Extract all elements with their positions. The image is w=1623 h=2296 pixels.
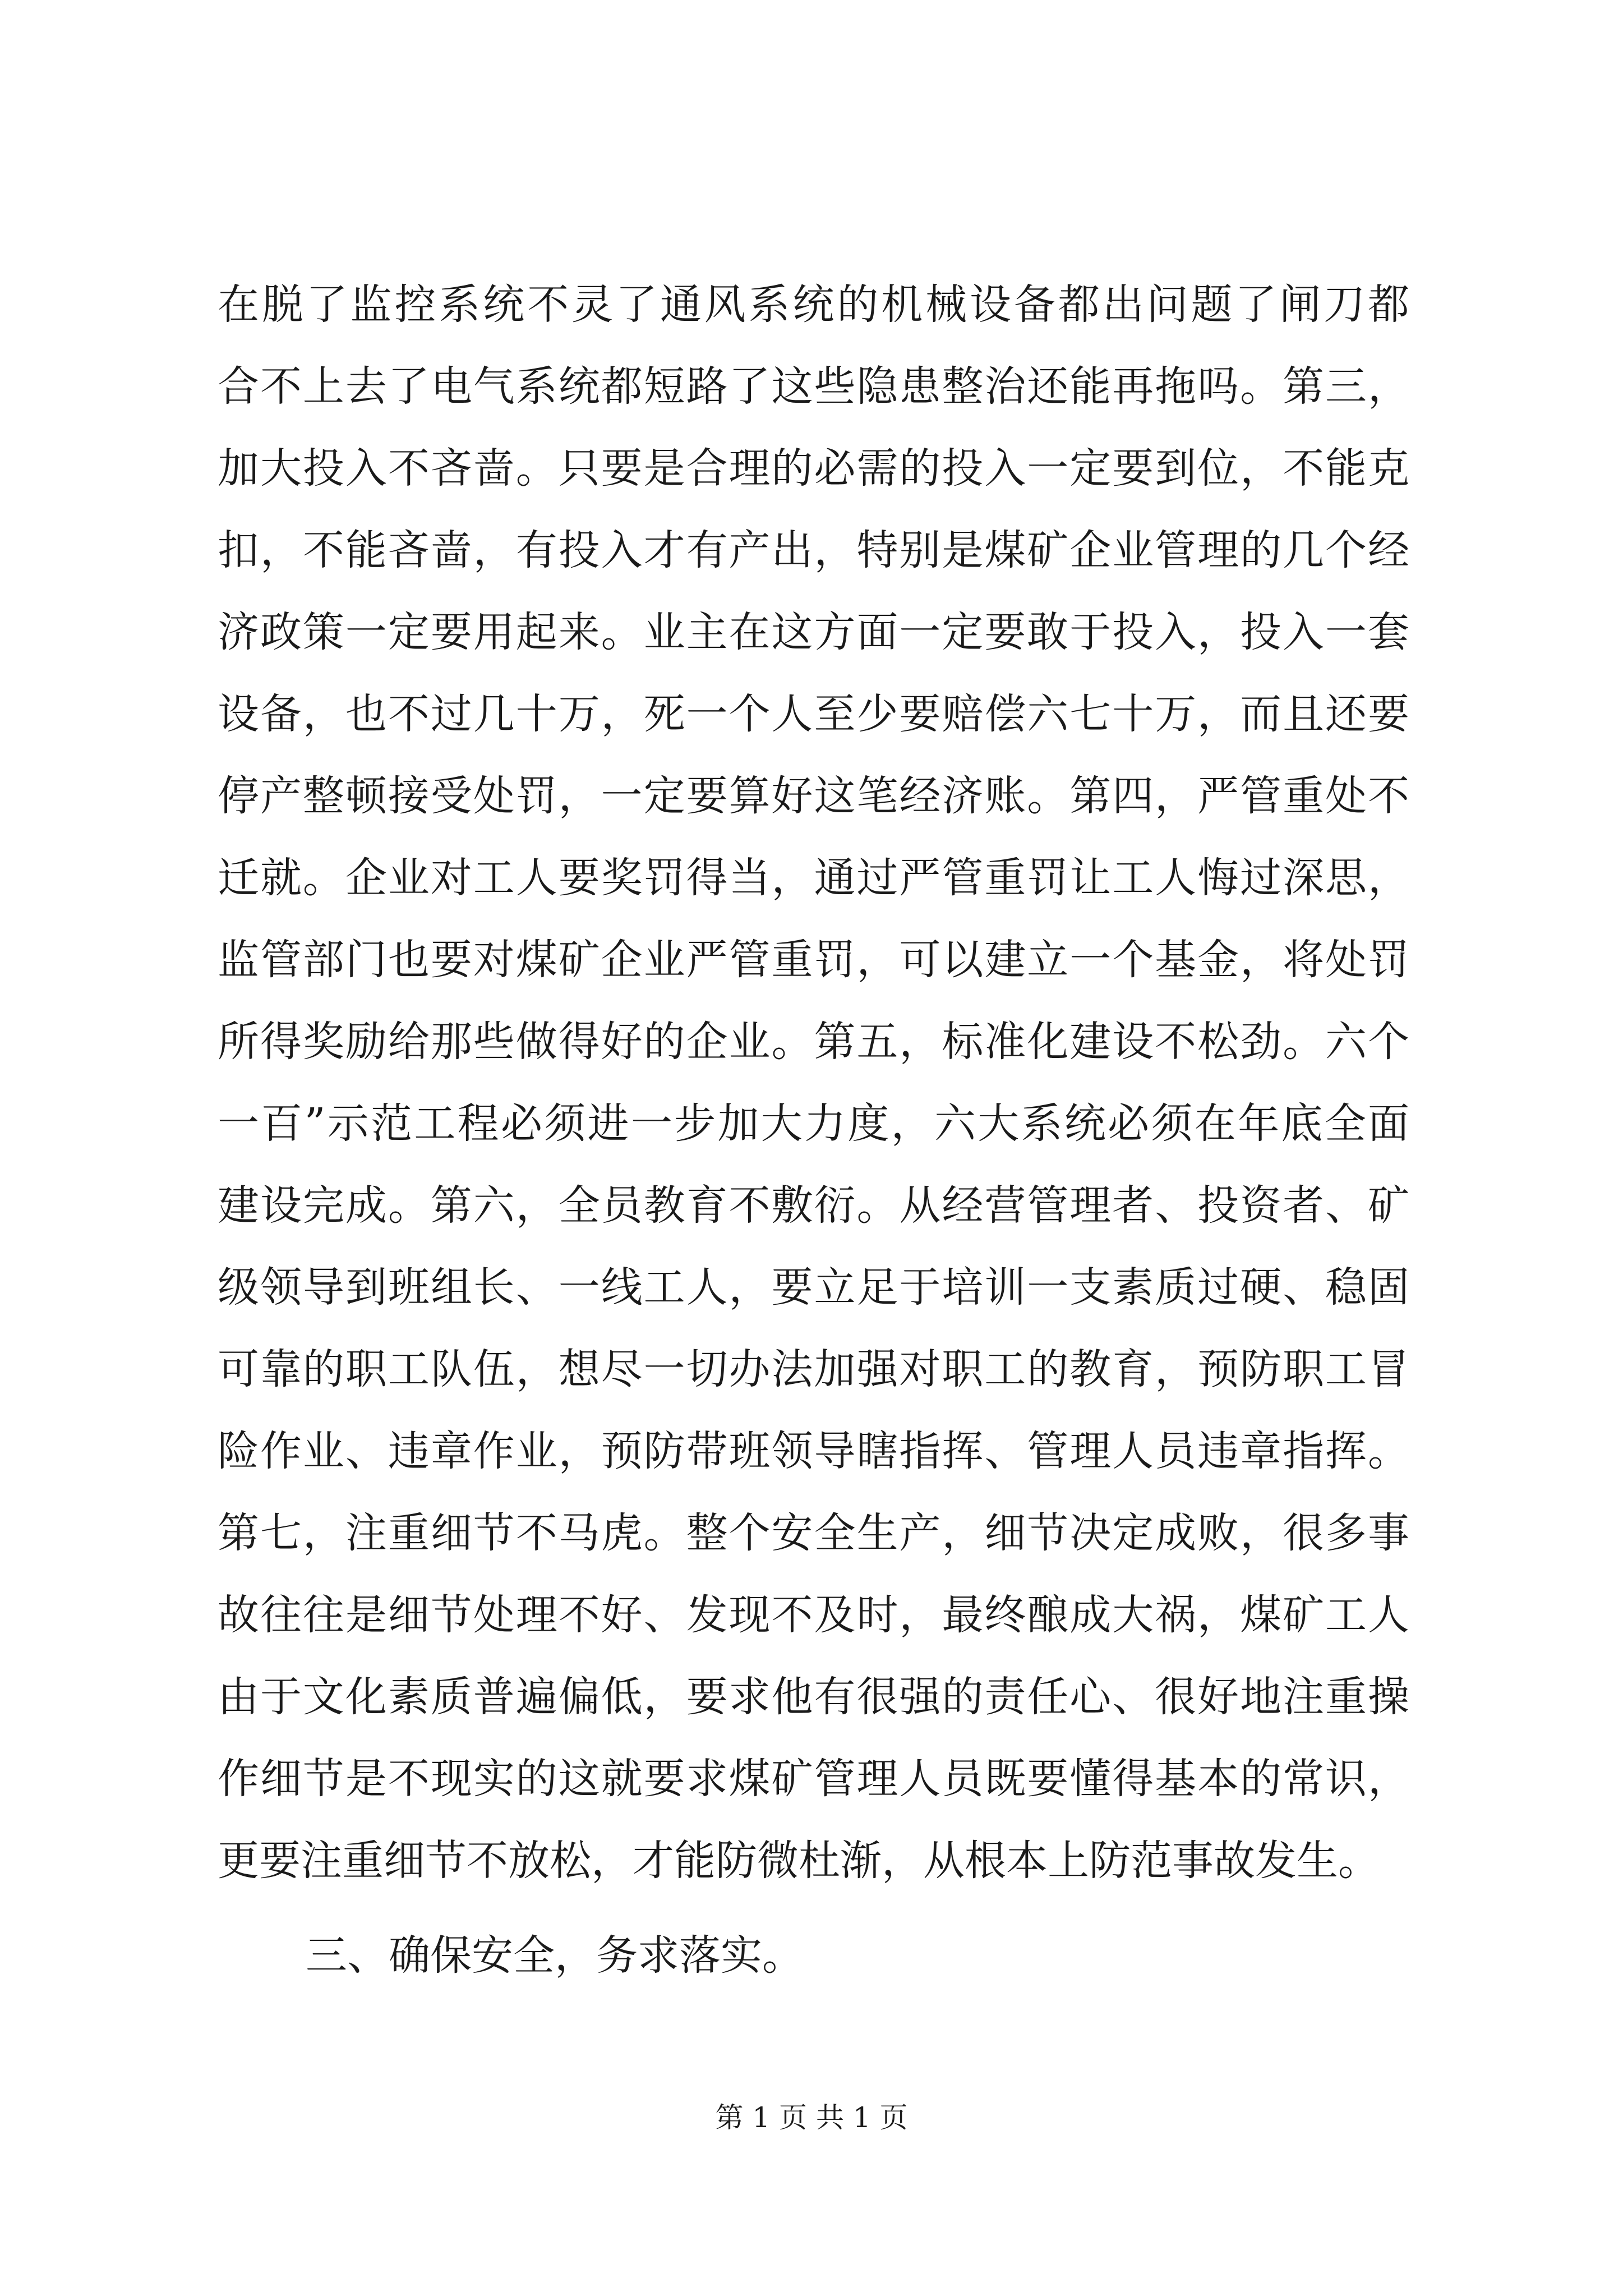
paragraph-line: 更要注重细节不放松，才能防微杜渐，从根本上防范事故发生。 bbox=[218, 1837, 1380, 1885]
paragraph-line: 迁就。企业对工人要奖罚得当，通过严管重罚让工人悔过深思， bbox=[218, 854, 1409, 902]
paragraph-line: 在脱了监控系统不灵了通风系统的机械设备都出问题了闸刀都 bbox=[218, 280, 1409, 329]
paragraph-line: 可靠的职工队伍，想尽一切办法加强对职工的教育，预防职工冒 bbox=[218, 1345, 1409, 1393]
paragraph-line: 故往往是细节处理不好、发现不及时，最终酿成大祸，煤矿工人 bbox=[218, 1591, 1409, 1639]
paragraph-line: 级领导到班组长、一线工人，要立足于培训一支素质过硬、稳固 bbox=[218, 1263, 1409, 1312]
paragraph-line: 险作业、违章作业，预防带班领导瞎指挥、管理人员违章指挥。 bbox=[218, 1427, 1409, 1475]
page-number-label: 第 1 页 共 1 页 bbox=[715, 2101, 908, 2134]
page-footer bbox=[0, 2098, 1623, 2137]
section-heading: 三、确保安全，务求落实。 bbox=[306, 1931, 804, 1980]
paragraph-line: 监管部门也要对煤矿企业严管重罚，可以建立一个基金，将处罚 bbox=[218, 936, 1409, 984]
paragraph-line: 所得奖励给那些做得好的企业。第五，标准化建设不松劲。六个 bbox=[218, 1018, 1409, 1066]
paragraph-line: 加大投入不吝啬。只要是合理的必需的投入一定要到位，不能克 bbox=[218, 444, 1409, 493]
paragraph-line: 作细节是不现实的这就要求煤矿管理人员既要懂得基本的常识， bbox=[218, 1755, 1409, 1803]
paragraph-line: 一百”示范工程必须进一步加大力度，六大系统必须在年底全面 bbox=[218, 1099, 1409, 1148]
paragraph-line: 扣，不能吝啬，有投入才有产出，特别是煤矿企业管理的几个经 bbox=[218, 526, 1409, 574]
body-paragraph bbox=[218, 264, 1409, 1902]
paragraph-line: 合不上去了电气系统都短路了这些隐患整治还能再拖吗。第三， bbox=[218, 362, 1409, 411]
paragraph-line: 设备，也不过几十万，死一个人至少要赔偿六七十万，而且还要 bbox=[218, 690, 1409, 738]
paragraph-line: 由于文化素质普遍偏低，要求他有很强的责任心、很好地注重操 bbox=[218, 1673, 1409, 1721]
paragraph-line: 建设完成。第六，全员教育不敷衍。从经营管理者、投资者、矿 bbox=[218, 1181, 1409, 1230]
paragraph-line: 济政策一定要用起来。业主在这方面一定要敢于投入，投入一套 bbox=[218, 608, 1409, 656]
paragraph-line: 停产整顿接受处罚，一定要算好这笔经济账。第四，严管重处不 bbox=[218, 772, 1409, 820]
paragraph-line: 第七，注重细节不马虎。整个安全生产，细节决定成败，很多事 bbox=[218, 1509, 1409, 1557]
